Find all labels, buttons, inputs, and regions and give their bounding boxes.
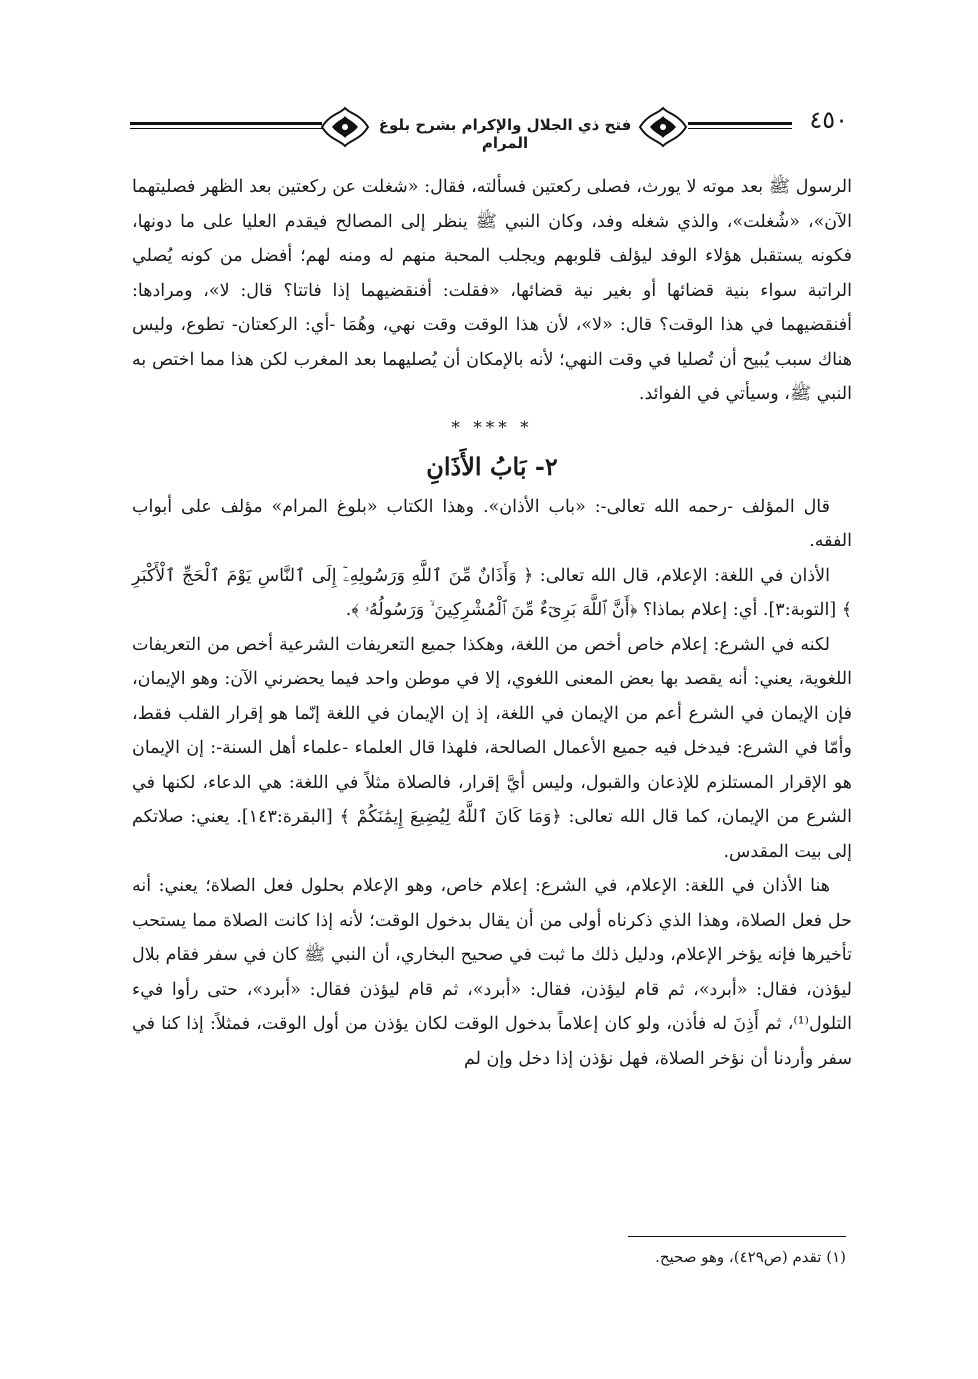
- page-number: ٤٥٠: [809, 106, 848, 134]
- ornament-right-icon: [638, 104, 688, 150]
- paragraph-3: الأذان في اللغة: الإعلام، قال الله تعالى: ﴿ وَأَذَانٌ مِّنَ ٱللَّهِ وَرَسُولِهِۦٓ إِلَى ٱلنَّاسِ يَوْمَ ٱلْحَجِّ ٱلْأَكْبَرِ ﴾ [التوبة:٣]. أي: إعلام بماذا؟ ﴿أَنَّ ٱللَّهَ بَرِىٓءٌ مِّنَ ٱلْمُشْرِكِينَ ۙ وَرَسُولُهُۥ ﴾.: [132, 565, 852, 620]
- chapter-title: ٢- بَابُ الأَذَانِ: [426, 451, 558, 481]
- header-rule-right: [688, 122, 792, 125]
- book-title: فتح ذي الجلال والإكرام بشرح بلوغ المرام: [378, 116, 632, 152]
- paragraph-1: الرسول ﷺ بعد موته لا يورث، فصلى ركعتين فسألته، فقال: «شغلت عن ركعتين بعد الظهر فصليتهما الآن»، «شُغلت»، والذي شغله وفد، وكان النبي ﷺ ينظر إلى المصالح فيقدم العليا على ما دونها، فكونه يستقبل هؤلاء الوفد ليؤلف قلوبهم ويجلب المحبة منهم له ومنه لهم؛ أفضل من كونه يُصلي الراتبة سواء بنية قضائها أو بغير نية قضائها، «فقلت: أفنقضيهما إذا فاتتا؟ قال: لا»، ومرادها: أفنقضيهما في هذا الوقت؟ قال: «لا»، لأن هذا الوقت وقت نهي، وهُمَا -أي: الركعتان- تطوع، وليس هناك سبب يُبيح أن تُصليا في وقت النهي؛ لأنه بالإمكان أن يُصليهما بعد المغرب لكن هذا مما اختص به النبي ﷺ، وسيأتي في الفوائد.: [132, 177, 853, 404]
- header-rule-left: [130, 122, 322, 125]
- section-separator: * *** *: [451, 417, 533, 438]
- header-rule-left-thin: [130, 128, 322, 129]
- paragraph-5: هنا الأذان في اللغة: الإعلام، في الشرع: إعلام خاص، وهو الإعلام بحلول فعل الصلاة؛ يعني: أنه حل فعل الصلاة، وهذا الذي ذكرناه أولى من أن يقال بدخول الوقت؛ لأنه إذا كانت الصلاة مما يستحب تأخيرها فإنه يؤخر الإعلام، ودليل ذلك ما ثبت في صحيح البخاري، أن النبي ﷺ كان في سفر فقام بلال ليؤذن، فقال: «أبرد»، ثم قام ليؤذن، فقال: «أبرد»، ثم قام ليؤذن فقال: «أبرد»، حتى رأوا فيء التلول⁽¹⁾، ثم أَذِنَ له فأذن، ولو كان إعلاماً بدخول الوقت لكان يؤذن من أول الوقت، فمثلاً: إذا كنا في سفر وأردنا أن نؤخر الصلاة، فهل نؤذن إذا دخل وإن لم: [132, 876, 852, 1069]
- running-header: [130, 100, 848, 152]
- footnote: (١) تقدم (ص٤٢٩)، وهو صحيح.: [655, 1248, 846, 1266]
- paragraph-2: قال المؤلف -رحمه الله تعالى-: «باب الأذان». وهذا الكتاب «بلوغ المرام» مؤلف على أبواب الفقه.: [132, 496, 852, 551]
- paragraph-4: لكنه في الشرع: إعلام خاص أخص من اللغة، وهكذا جميع التعريفات الشرعية أخص من التعريفات اللغوية، يعني: أنه يقصد بها بعض المعنى اللغوي، إلا في موطن واحد فيما يحضرني الآن: وهو الإيمان، فإن الإيمان في الشرع أعم من الإيمان في اللغة، إذ إن الإيمان في اللغة إنّما هو إقرار القلب فقط، وأمّا في الشرع: فيدخل فيه جميع الأعمال الصالحة، فلهذا قال العلماء -علماء أهل السنة-: إن الإيمان هو الإقرار المستلزم للإذعان والقبول، وليس أيَّ إقرار، فالصلاة مثلاً في اللغة: هي الدعاء، لكنها في الشرع من الإيمان، كما قال الله تعالى: ﴿وَمَا كَانَ ٱللَّهُ لِيُضِيعَ إِيمَٰنَكُمْ ﴾ [البقرة:١٤٣]. يعني: صلاتكم إلى بيت المقدس.: [132, 634, 852, 862]
- header-rule-right-thin: [688, 128, 792, 129]
- ornament-left-icon: [320, 104, 370, 150]
- footnote-divider: [628, 1236, 846, 1237]
- main-text: [132, 170, 852, 1076]
